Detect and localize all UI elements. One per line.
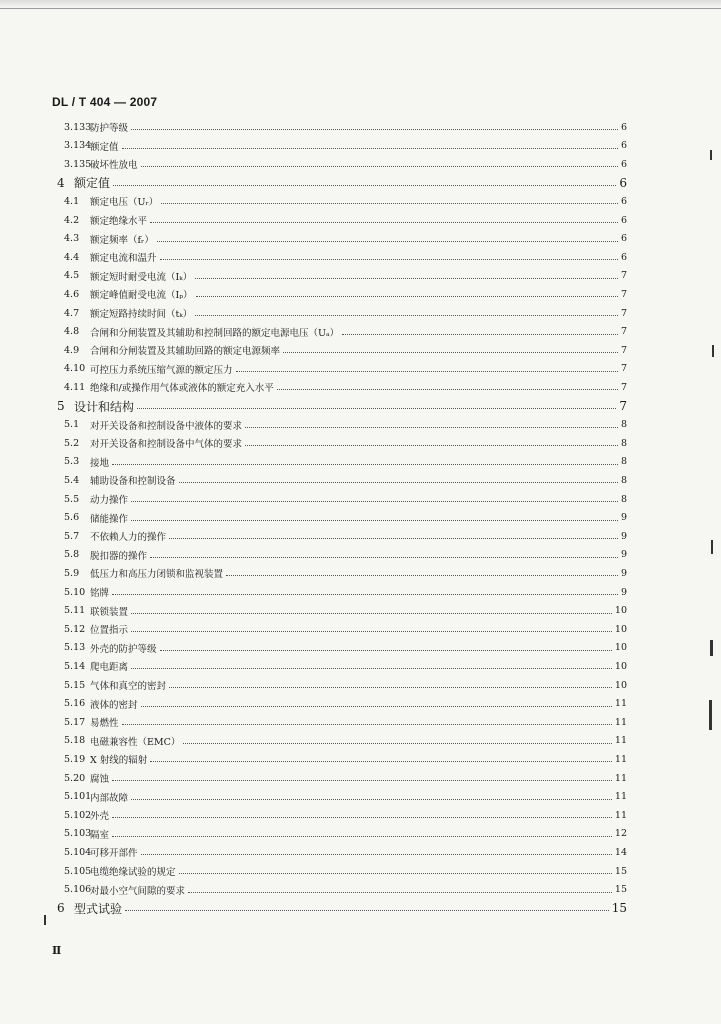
toc-entry-title: 电磁兼容性（EMC）: [90, 736, 181, 748]
toc-entry-number: 5.18: [64, 735, 86, 747]
toc-entry-page: 6: [620, 195, 627, 207]
toc-leader-dots: [150, 557, 618, 558]
toc-entry-title: 对开关设备和控制设备中气体的要求: [90, 439, 243, 451]
toc-entry-number: 4.4: [64, 251, 80, 263]
toc-leader-dots: [112, 836, 612, 837]
toc-entry-number: 3.135: [64, 158, 92, 170]
toc-entry-number: 3.133: [64, 121, 92, 133]
toc-entry-page: 11: [614, 772, 627, 784]
toc-entry-page: 8: [620, 493, 627, 505]
toc-entry-page: 11: [614, 735, 627, 747]
toc-entry: [0, 267, 721, 285]
toc-leader-dots: [245, 445, 618, 446]
toc-leader-dots: [245, 427, 618, 428]
toc-entry-number: 5.1: [64, 419, 80, 431]
toc-entry-title: 电缆绝缘试验的规定: [90, 867, 176, 878]
toc-entry-number: 5: [57, 399, 65, 413]
toc-entry-number: 4.9: [64, 344, 80, 356]
toc-entry-title: 绝缘和/或操作用气体或液体的额定充入水平: [90, 383, 274, 395]
toc-entry-number: 4.3: [64, 233, 80, 245]
toc-entry: [0, 713, 721, 731]
toc-entry-page: 6: [620, 214, 627, 226]
document-id: DL / T 404 — 2007: [52, 95, 158, 109]
toc-leader-dots: [141, 706, 612, 707]
toc-leader-dots: [150, 222, 618, 223]
toc-entry: [0, 230, 721, 248]
toc-entry-number: 5.105: [64, 865, 92, 877]
toc-entry-title: 防护等级: [90, 123, 129, 134]
toc-entry: [0, 155, 721, 173]
toc-entry: [0, 453, 721, 471]
toc-entry: [0, 620, 721, 638]
toc-entry-title: 合闸和分闸装置及其辅助和控制回路的额定电源电压（Uₐ）: [90, 327, 340, 339]
toc-entry: [0, 211, 721, 229]
toc-entry: [0, 416, 721, 434]
toc-entry-title: 外壳: [90, 811, 110, 823]
toc-entry-number: 5.15: [64, 679, 86, 691]
toc-entry-number: 5.102: [64, 809, 92, 821]
toc-leader-dots: [179, 482, 618, 483]
toc-entry-number: 3.134: [64, 140, 92, 152]
toc-leader-dots: [183, 743, 612, 744]
toc-entry-number: 5.106: [64, 884, 92, 896]
toc-entry-number: 4.8: [64, 326, 80, 338]
toc-leader-dots: [283, 352, 618, 353]
toc-leader-dots: [131, 129, 618, 130]
toc-entry-number: 5.2: [64, 437, 80, 449]
toc-entry: [0, 676, 721, 694]
toc-leader-dots: [196, 296, 618, 297]
toc-entry: [0, 378, 721, 396]
toc-entry-page: 8: [620, 474, 627, 486]
toc-entry-page: 9: [620, 586, 627, 598]
toc-entry-page: 15: [611, 901, 627, 916]
toc-entry: [0, 341, 721, 359]
toc-leader-dots: [113, 185, 616, 186]
toc-leader-dots: [131, 799, 612, 800]
toc-entry: [0, 490, 721, 508]
toc-entry-number: 5.5: [64, 493, 80, 505]
toc-entry-number: 4: [57, 175, 65, 190]
toc-leader-dots: [188, 892, 612, 893]
toc-entry-page: 6: [620, 251, 627, 263]
toc-leader-dots: [131, 613, 612, 614]
toc-entry: [0, 192, 721, 210]
toc-entry: [0, 695, 721, 713]
toc-entry-title: 额定短路持续时间（tₖ）: [90, 309, 193, 320]
toc-entry-number: 5.12: [64, 623, 86, 635]
toc-leader-dots: [195, 315, 618, 316]
toc-entry-number: 4.10: [64, 363, 86, 375]
toc-entry: [0, 843, 721, 861]
toc-leader-dots: [179, 873, 612, 874]
toc-entry-number: 5.14: [64, 660, 86, 672]
toc-entry-title: 破坏性放电: [90, 160, 138, 172]
toc-entry-page: 9: [620, 567, 627, 579]
toc-entry-title: 型式试验: [74, 901, 123, 916]
toc-leader-dots: [131, 668, 612, 669]
toc-entry-number: 5.10: [64, 586, 86, 598]
toc-entry: [0, 285, 721, 303]
toc-leader-dots: [195, 278, 618, 279]
toc-entry-title: 内部故障: [90, 792, 129, 804]
toc-entry-title: 隔室: [90, 829, 110, 841]
toc-entry-title: 可控压力系统压缩气源的额定压力: [90, 364, 233, 376]
toc-entry-page: 12: [614, 828, 627, 840]
toc-entry: [0, 899, 721, 917]
toc-entry-number: 5.16: [64, 698, 86, 710]
toc-entry-title: 额定值: [90, 141, 119, 153]
toc-leader-dots: [112, 817, 612, 818]
toc-leader-dots: [122, 148, 618, 149]
toc-entry: [0, 657, 721, 675]
toc-entry-page: 14: [614, 846, 627, 858]
toc-entry-page: 6: [620, 158, 627, 170]
toc-entry-page: 10: [614, 642, 627, 654]
toc-entry-page: 6: [619, 175, 627, 190]
toc-leader-dots: [112, 780, 612, 781]
toc-entry-number: 4.5: [64, 270, 80, 282]
toc-entry-title: 额定电流和温升: [90, 253, 157, 265]
toc-entry-title: 额定值: [74, 176, 111, 191]
toc-entry-page: 8: [620, 419, 627, 431]
toc-entry-number: 4.1: [64, 195, 80, 207]
toc-leader-dots: [125, 910, 609, 911]
toc-entry-title: 动力操作: [90, 495, 129, 506]
toc-entry: [0, 732, 721, 750]
toc-leader-dots: [161, 203, 618, 204]
toc-entry-page: 7: [620, 288, 627, 300]
toc-entry-title: 额定短时耐受电流（Iₖ）: [90, 271, 193, 283]
toc-entry: [0, 788, 721, 806]
toc-entry: [0, 118, 721, 136]
toc-entry: [0, 527, 721, 545]
toc-entry-title: 可移开部件: [90, 848, 138, 860]
toc-entry: [0, 509, 721, 527]
toc-entry-number: 6: [57, 901, 65, 916]
toc-entry-page: 7: [620, 326, 627, 338]
toc-entry-title: 合闸和分闸装置及其辅助回路的额定电源频率: [90, 346, 281, 358]
toc-entry-page: 10: [614, 660, 627, 672]
toc-entry-title: 额定电压（Uᵣ）: [90, 197, 159, 209]
toc-entry-title: 额定频率（fᵣ）: [90, 234, 154, 246]
toc-entry-title: 对最小空气间隙的要求: [90, 885, 186, 897]
toc-entry: [0, 564, 721, 582]
toc-entry-title: 外壳的防护等级: [90, 643, 157, 655]
toc-entry-number: 5.8: [64, 549, 80, 561]
toc-entry-title: 辅助设备和控制设备: [90, 476, 176, 488]
toc-entry-page: 8: [620, 437, 627, 449]
toc-entry-page: 15: [614, 865, 627, 877]
toc-entry-page: 10: [614, 623, 627, 635]
toc-entry-title: 腐蚀: [90, 774, 110, 785]
toc-entry-title: 低压力和高压力闭锁和监视装置: [90, 569, 224, 581]
toc-entry-page: 7: [620, 307, 627, 319]
toc-entry-number: 5.20: [64, 772, 86, 784]
toc-entry-page: 11: [614, 698, 627, 710]
toc-leader-dots: [342, 334, 618, 335]
toc-entry-title: 易燃性: [90, 718, 119, 730]
toc-entry-number: 5.6: [64, 512, 80, 524]
toc-entry: [0, 471, 721, 489]
toc-entry-number: 4.11: [64, 381, 86, 393]
toc-leader-dots: [150, 761, 612, 762]
toc-leader-dots: [131, 501, 618, 502]
toc-entry-title: 脱扣器的操作: [90, 550, 148, 562]
toc-entry-number: 5.103: [64, 828, 92, 840]
toc-entry-title: 爬电距离: [90, 662, 129, 674]
toc-entry-page: 11: [614, 791, 627, 803]
toc-entry-title: 储能操作: [90, 513, 129, 525]
toc-entry-title: 联锁装置: [90, 606, 129, 618]
toc-entry: [0, 862, 721, 880]
toc-entry-title: X 射线的辐射: [90, 755, 148, 767]
toc-entry: [0, 639, 721, 657]
toc-entry-title: 气体和真空的密封: [90, 681, 167, 692]
toc-leader-dots: [277, 389, 618, 390]
toc-entry: [0, 602, 721, 620]
toc-leader-dots: [112, 594, 618, 595]
toc-leader-dots: [160, 259, 618, 260]
toc-entry-page: 10: [614, 605, 627, 617]
toc-entry-number: 5.104: [64, 846, 92, 858]
toc-entry-page: 11: [614, 716, 627, 728]
toc-leader-dots: [137, 408, 616, 409]
toc-leader-dots: [157, 241, 618, 242]
toc-leader-dots: [169, 687, 612, 688]
toc-entry: [0, 137, 721, 155]
toc-entry: [0, 825, 721, 843]
toc-entry-page: 7: [620, 270, 627, 282]
toc-entry-title: 对开关设备和控制设备中液体的要求: [90, 420, 243, 432]
toc-entry-number: 4.2: [64, 214, 80, 226]
toc-entry: [0, 248, 721, 266]
toc-entry-page: 11: [614, 753, 627, 765]
toc-entry-page: 7: [619, 399, 627, 413]
toc-entry-number: 5.11: [64, 605, 86, 617]
scan-edge: [0, 0, 721, 9]
toc-entry: [0, 546, 721, 564]
toc-entry-number: 4.6: [64, 288, 80, 300]
toc-entry: [0, 434, 721, 452]
toc-entry-title: 铭牌: [90, 588, 110, 599]
toc-entry: [0, 583, 721, 601]
toc-entry-page: 9: [620, 549, 627, 561]
toc-entry: [0, 304, 721, 322]
toc-entry-page: 7: [620, 344, 627, 356]
toc-entry-title: 不依赖人力的操作: [90, 532, 167, 544]
toc-entry: [0, 360, 721, 378]
toc-entry-title: 额定峰值耐受电流（Iₚ）: [90, 290, 193, 302]
toc-leader-dots: [226, 575, 618, 576]
toc-leader-dots: [141, 166, 618, 167]
toc-entry-title: 接地: [90, 457, 110, 469]
toc-entry-page: 9: [620, 530, 627, 542]
toc-entry-page: 7: [620, 381, 627, 393]
toc-entry-page: 8: [620, 456, 627, 468]
toc-entry: [0, 323, 721, 341]
toc-leader-dots: [169, 538, 618, 539]
toc-entry-title: 设计和结构: [74, 399, 135, 414]
toc-entry-title: 位置指示: [90, 625, 129, 637]
toc-leader-dots: [131, 520, 618, 521]
toc-entry-page: 6: [620, 233, 627, 245]
toc-entry-number: 5.101: [64, 791, 92, 803]
toc-leader-dots: [141, 854, 612, 855]
page-number: Ⅱ: [52, 944, 62, 957]
toc-entry: [0, 769, 721, 787]
toc-entry-number: 5.9: [64, 567, 80, 579]
toc-entry-title: 额定绝缘水平: [90, 216, 148, 227]
toc-entry: [0, 750, 721, 768]
toc-leader-dots: [122, 724, 612, 725]
toc-entry: [0, 174, 721, 192]
toc-entry: [0, 806, 721, 824]
toc-entry-title: 液体的密封: [90, 699, 138, 711]
toc-entry-number: 5.7: [64, 530, 80, 542]
toc-leader-dots: [236, 371, 618, 372]
toc-entry-number: 4.7: [64, 307, 80, 319]
toc-entry: [0, 881, 721, 899]
toc-entry-page: 11: [614, 809, 627, 821]
toc-entry-number: 5.19: [64, 753, 86, 765]
toc-entry-number: 5.13: [64, 642, 86, 654]
toc-entry-number: 5.3: [64, 456, 80, 468]
toc-leader-dots: [112, 464, 618, 465]
toc-leader-dots: [160, 650, 612, 651]
toc-entry-page: 6: [620, 121, 627, 133]
toc-entry-page: 7: [620, 363, 627, 375]
toc-entry-page: 6: [620, 140, 627, 152]
toc-entry: [0, 397, 721, 415]
toc-entry-number: 5.4: [64, 474, 80, 486]
toc-entry-page: 10: [614, 679, 627, 691]
toc-entry-page: 15: [614, 884, 627, 896]
toc-entry-page: 9: [620, 512, 627, 524]
toc-leader-dots: [131, 631, 612, 632]
toc-entry-number: 5.17: [64, 716, 86, 728]
